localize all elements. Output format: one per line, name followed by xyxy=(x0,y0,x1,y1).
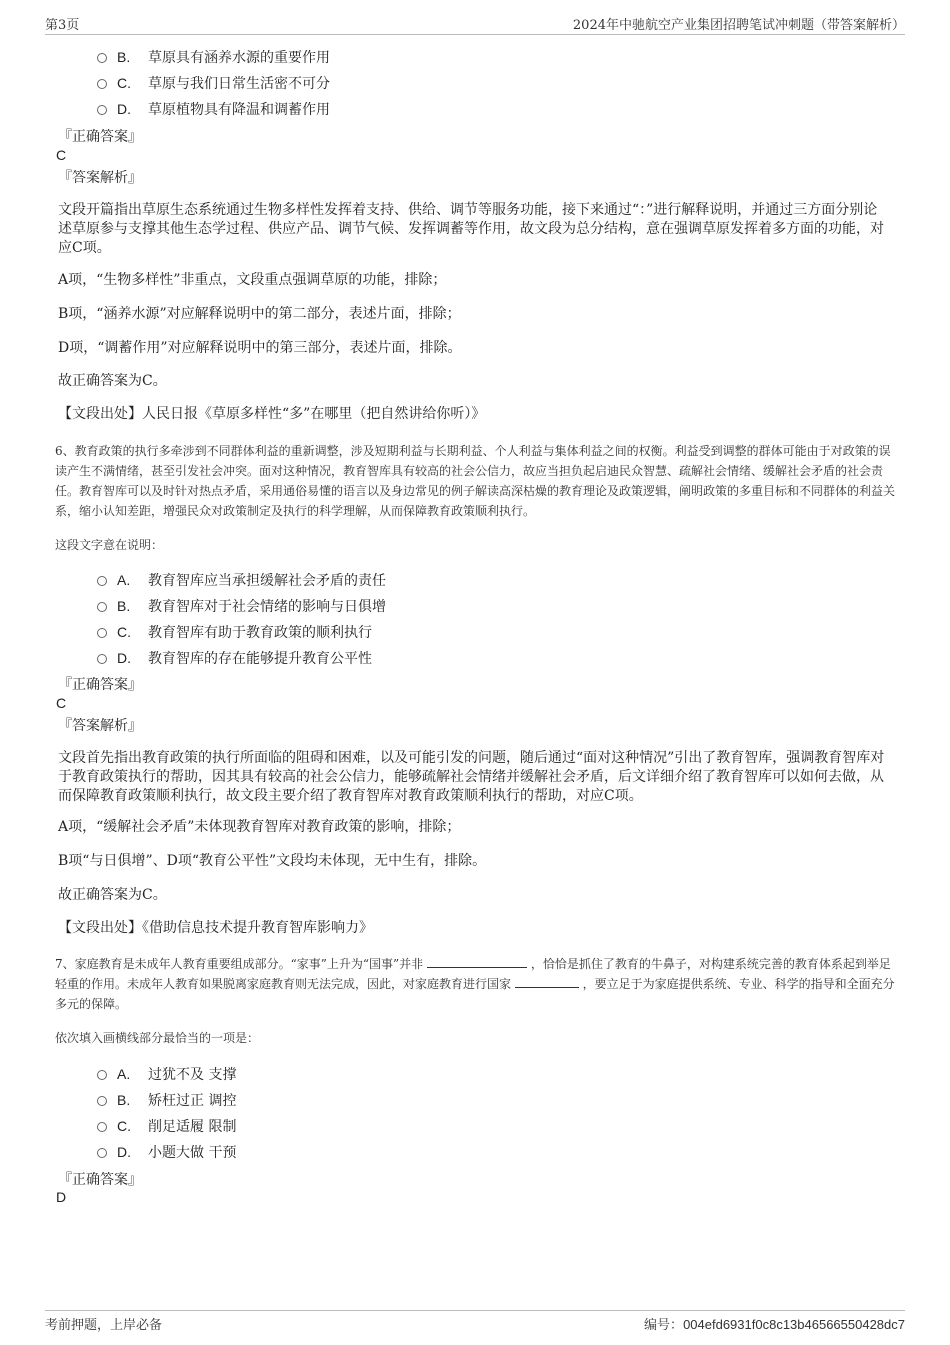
answer-label: 『正确答案』 xyxy=(58,129,142,145)
radio-icon[interactable] xyxy=(97,1148,107,1158)
fill-blank-1 xyxy=(427,956,527,968)
analysis-note-a: A项，“缓解社会矛盾”未体现教育智库对教育政策的影响，排除； xyxy=(58,819,461,835)
q6-option-b[interactable]: B. 教育智库对于社会情绪的影响与日俱增 xyxy=(97,596,386,616)
analysis-text: 文段开篇指出草原生态系统通过生物多样性发挥着支持、供给、调节等服务功能，接下来通过“：”进行解释说明，并通过三方面分别论述草原参与支撑其他生态学过程、供应产品、调节气候、发挥调蓄等作用，故文段为总分结构，意在强调草原发挥着多方面的功能，对应C项。 xyxy=(58,202,884,256)
radio-icon[interactable] xyxy=(97,79,107,89)
radio-icon[interactable] xyxy=(97,53,107,63)
document-title: 2024年中驰航空产业集团招聘笔试冲刺题（带答案解析） xyxy=(572,18,905,33)
conclusion: 故正确答案为C。 xyxy=(58,887,167,903)
q7-option-a[interactable]: A. 过犹不及 支撑 xyxy=(97,1064,236,1084)
question-prompt: 依次填入画横线部分最恰当的一项是： xyxy=(55,1031,260,1045)
analysis-note-d: D项，“调蓄作用”对应解释说明中的第三部分，表述片面，排除。 xyxy=(58,340,462,356)
question-stem: 7、家庭教育是未成年人教育重要组成部分。“家事”上升为“国事”并非 ，恰恰是抓住了教育的牛鼻子，对构建系统完善的教育体系起到举足轻重的作用。未成年人教育如果脱离家庭教育则无法完成，因此，对家庭教育进行国家 ，要立足于为家庭提供系统、专业、科学的指导和全面充分多元的保障。 xyxy=(55,957,895,1011)
radio-icon[interactable] xyxy=(97,576,107,586)
analysis-label: 『答案解析』 xyxy=(58,170,142,186)
answer-value: C xyxy=(56,147,67,163)
page-number: 第3页 xyxy=(45,18,80,33)
page-header xyxy=(45,14,905,35)
radio-icon[interactable] xyxy=(97,1122,107,1132)
q7-option-b[interactable]: B. 矫枉过正 调控 xyxy=(97,1090,236,1110)
answer-label: 『正确答案』 xyxy=(58,677,142,693)
footer-slogan: 考前押题，上岸必备 xyxy=(45,1318,163,1333)
radio-icon[interactable] xyxy=(97,654,107,664)
q6-option-a[interactable]: A. 教育智库应当承担缓解社会矛盾的责任 xyxy=(97,570,386,590)
analysis-note-b: B项，“涵养水源”对应解释说明中的第二部分，表述片面，排除； xyxy=(58,306,461,322)
radio-icon[interactable] xyxy=(97,1096,107,1106)
q7-option-c[interactable]: C. 削足适履 限制 xyxy=(97,1116,236,1136)
radio-icon[interactable] xyxy=(97,628,107,638)
q7-option-d[interactable]: D. 小题大做 干预 xyxy=(97,1142,236,1162)
q5-option-c[interactable]: C. 草原与我们日常生活密不可分 xyxy=(97,73,330,93)
source-citation: 【文段出处】《借助信息技术提升教育智库影响力》 xyxy=(58,920,373,936)
answer-label: 『正确答案』 xyxy=(58,1172,142,1188)
document-code: 编号：004efd6931f0c8c13b46566550428dc7 xyxy=(644,1317,905,1333)
question-stem: 6、教育政策的执行多牵涉到不同群体利益的重新调整，涉及短期利益与长期利益、个人利益与集体利益之间的权衡。利益受到调整的群体可能由于对政策的误读产生不满情绪，甚至引发社会冲突。面对这种情况，教育智库具有较高的社会公信力，故应当担负起启迪民众智慧、疏解社会情绪、缓解社会矛盾的社会责任。教育智库可以及时针对热点矛盾，采用通俗易懂的语言以及身边常见的例子解读高深枯燥的教育理论及政策逻辑，阐明政策的多重目标和不同群体的利益关系，缩小认知差距，增强民众对政策制定及执行的科学理解，从而保障教育政策顺利执行。 xyxy=(55,444,896,518)
question-prompt: 这段文字意在说明： xyxy=(55,538,164,552)
analysis-label: 『答案解析』 xyxy=(58,718,142,734)
q6-option-d[interactable]: D. 教育智库的存在能够提升教育公平性 xyxy=(97,648,372,668)
radio-icon[interactable] xyxy=(97,105,107,115)
fill-blank-2 xyxy=(515,976,579,988)
conclusion: 故正确答案为C。 xyxy=(58,373,167,389)
q5-option-d[interactable]: D. 草原植物具有降温和调蓄作用 xyxy=(97,99,330,119)
q5-option-b[interactable]: B. 草原具有涵养水源的重要作用 xyxy=(97,47,330,67)
answer-value: D xyxy=(56,1189,67,1205)
q6-option-c[interactable]: C. 教育智库有助于教育政策的顺利执行 xyxy=(97,622,372,642)
page-footer xyxy=(45,1310,905,1333)
analysis-text: 文段首先指出教育政策的执行所面临的阻碍和困难，以及可能引发的问题，随后通过“面对这种情况”引出了教育智库，强调教育智库对于教育政策执行的帮助，因其具有较高的社会公信力，能够疏解社会情绪并缓解社会矛盾，后文详细介绍了教育智库可以如何去做，从而保障教育政策顺利执行，故文段主要介绍了教育智库对教育政策顺利执行的帮助，对应C项。 xyxy=(58,750,885,804)
source-citation: 【文段出处】人民日报《草原多样性“多”在哪里（把自然讲给你听）》 xyxy=(58,406,486,422)
radio-icon[interactable] xyxy=(97,1070,107,1080)
analysis-note-bd: B项“与日俱增”、D项“教育公平性”文段均未体现，无中生有，排除。 xyxy=(58,853,487,869)
answer-value: C xyxy=(56,695,67,711)
radio-icon[interactable] xyxy=(97,602,107,612)
analysis-note-a: A项，“生物多样性”非重点，文段重点强调草原的功能，排除； xyxy=(58,272,447,288)
